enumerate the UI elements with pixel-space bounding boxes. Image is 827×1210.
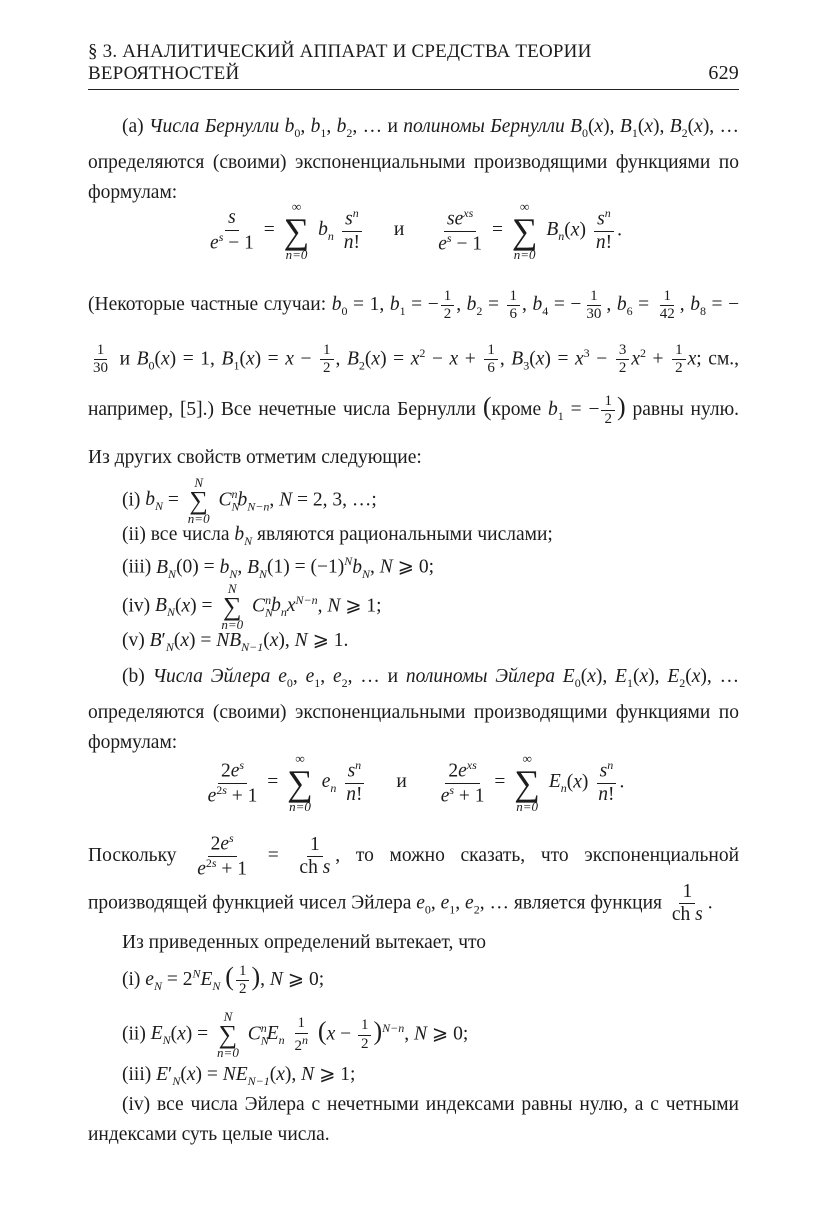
item-ii-tail: являются рациональными числами; xyxy=(257,524,553,545)
euler-cosh-remark: Поскольку $\frac{2e^s}{e^{2s} + 1}$ = $\frac{1}{\text{ch s}}$ , то можно сказать, что экспоненциальной производящей функцией чисел Эйлера $e_0$, $e_1$, $e_2$, … является функция $\frac{1}{\text{ch s}}$ . xyxy=(88,831,739,926)
part-a-intro: (a) Числа Бернулли $b_0$, $b_1$, $b_2$, … и полиномы Бернулли $B_0(x)$, $B_1(x)$, $B_2(x)$, … определяются (своими) экспоненциальными производящими функциями по формулам: xyxy=(88,116,740,203)
from-definitions xyxy=(88,928,739,958)
since-end: является функция xyxy=(513,892,663,914)
item-ii-text: все числа xyxy=(150,524,230,545)
bernoulli-property-ii: (ii) все числа $b_N$ являются рациональными числами; xyxy=(122,524,553,548)
running-title: § 3. АНАЛИТИЧЕСКИЙ АППАРАТ И СРЕДСТВА ТЕОРИИ ВЕРОЯТНОСТЕЙ xyxy=(88,41,592,84)
special-see: см., например, [5].) Все нечетные числа Бернулли xyxy=(88,348,740,421)
conj-and-b: и xyxy=(387,666,399,687)
euler-property-iv xyxy=(88,1090,739,1150)
part-a-label: (a) xyxy=(122,116,144,137)
bernoulli-property-iii: (iii) $B_N(0) = b_N$, $B_N(1) = (-1)^Nb_N$, N ⩾ 0; xyxy=(122,554,435,581)
euler-property-iii: (iii) $E'_N(x) = NE_{N-1}(x)$, N ⩾ 1; xyxy=(122,1064,356,1088)
bernoulli-property-v: (v) $B'_N(x) = NB_{N-1}(x)$, N ⩾ 1. xyxy=(122,630,349,654)
eq-and-a: и xyxy=(393,219,405,241)
euler-property-i: (i) $e_N = 2^NE_N$ ( $\frac{1}{2}$ ), N ⩾ 0; xyxy=(122,962,325,998)
page-number: 629 xyxy=(708,62,739,84)
euler-property-ii: (ii) $E_N(x)$ = N ∑ n=0 $C_N^nE_n$ $\frac{1}{2^n}$ (x − $\frac{1}{2}$ )$^{N-n}$, N ⩾ 0; xyxy=(122,1009,469,1060)
bernoulli-property-iv: (iv) $B_N(x)$ = N ∑ n=0 $C_N^nb_nx^{N-n}$, N ⩾ 1; xyxy=(122,581,382,632)
item-iv-text: (iv) все числа Эйлера с нечетными индексами равны нулю, а с четными индексами суть целые числа. xyxy=(88,1094,739,1145)
since-tail: то можно сказать, что экспоненциальной производящей функцией чисел Эйлера xyxy=(88,844,739,914)
special-cases-lead: (Некоторые частные случаи: xyxy=(88,294,327,315)
term-euler-numbers: Числа Эйлера xyxy=(152,666,271,687)
running-header xyxy=(88,41,739,90)
eq-and-b: и xyxy=(396,771,407,793)
except-word: кроме xyxy=(491,399,542,421)
bernoulli-special-cases: (Некоторые частные случаи: $b_0 = 1$, $b_1$ = − $\frac{1}{2}$ , $b_2$ = $\frac{1}{6}$ , $b_4$ = − $\frac{1}{30}$ , $b_6$ = $\frac{1}{42}$ , $b_8$ = − $\frac{1}{30}$ и $B_0(x) = 1$, $B_1(x) = x$ − $\frac{1}{2}$ , $B_2(x) = x^2 - x$ + $\frac{1}{6}$ , $B_3(x) = x^3$ − $\frac{3}{2}$ $x^2$ + $\frac{1}{2}$ x; см., например, [5].) Все нечетные числа Бернулли (кроме $b_1$ = − $\frac{1}{2}$ ) равны нулю. Из других свойств отметим следующие: xyxy=(88,287,740,469)
part-b-intro-rest: определяются (своими) экспоненциальными производящими функциями по формулам: xyxy=(88,701,739,753)
term-euler-polynomials: полиномы Эйлера xyxy=(405,666,555,687)
part-b-label: (b) xyxy=(122,666,145,687)
part-a-intro-rest: определяются (своими) экспоненциальными производящими функциями по формулам: xyxy=(88,151,739,203)
special-tail: равны нулю. Из других свойств отметим следующие: xyxy=(88,399,740,469)
from-defs-text: Из приведенных определений вытекает, что xyxy=(122,932,487,953)
bernoulli-property-i: (i) $b_N$ = N ∑ n=0 $C_N^nb_{N-n}$, N = 2, 3, …; xyxy=(122,475,377,526)
conj-and: и xyxy=(387,116,398,137)
term-bernoulli-numbers: Числа Бернулли xyxy=(149,116,280,137)
term-bernoulli-polynomials: полиномы Бернулли xyxy=(403,116,565,137)
part-b-intro: (b) Числа Эйлера $e_0$, $e_1$, $e_2$, … и полиномы Эйлера $E_0(x)$, $E_1(x)$, $E_2(x)$, … определяются (своими) экспоненциальными производящими функциями по формулам: xyxy=(88,666,740,753)
bernoulli-generating-equation: $\frac{s}{e^s - 1}$ = ∞ ∑ n=0 $b_n$ $\frac{s^n}{n!}$ и $\frac{se^{xs}}{e^s - 1}$ = ∞ ∑ n=0 $B_n(x)$ $\frac{s^n}{n!}$ . xyxy=(210,199,622,262)
since-word: Поскольку xyxy=(88,844,177,866)
euler-generating-equation: $\frac{2e^s}{e^{2s} + 1}$ = ∞ ∑ n=0 $e_n$ $\frac{s^n}{n!}$ и $\frac{2e^{xs}}{e^s + 1}$ = ∞ ∑ n=0 $E_n(x)$ $\frac{s^n}{n!}$ . xyxy=(207,751,625,814)
